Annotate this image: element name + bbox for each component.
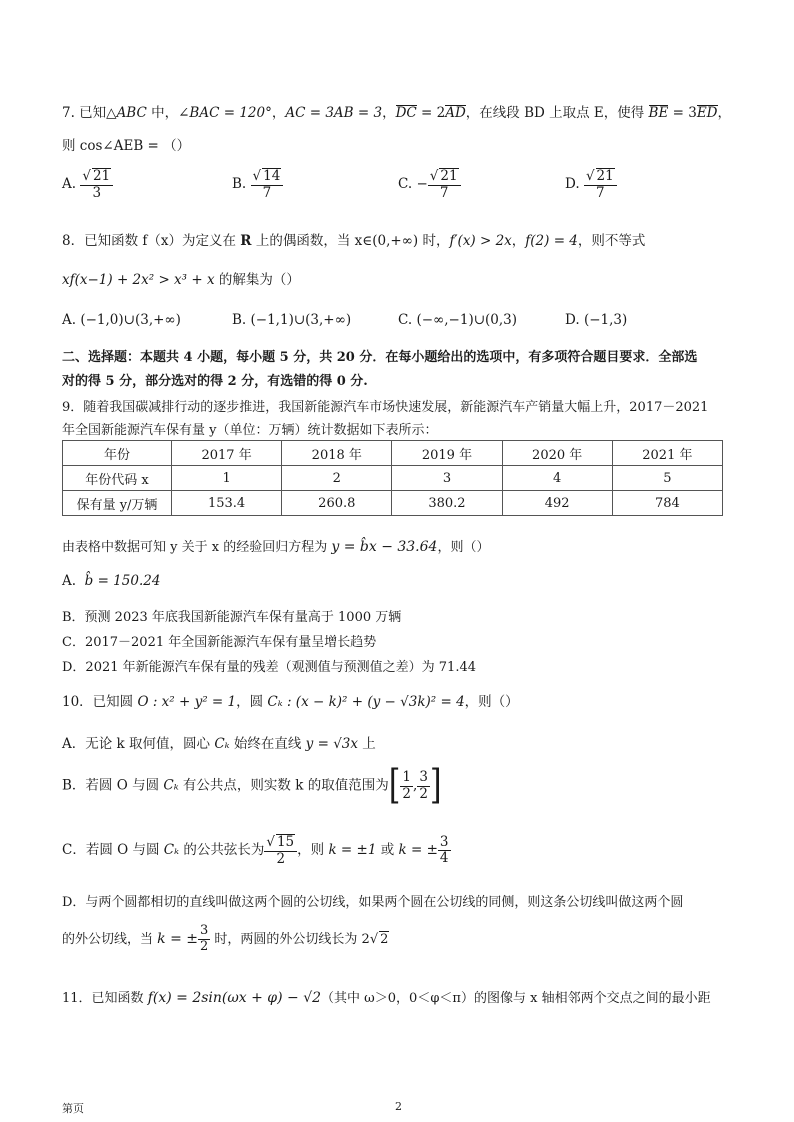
q10-option-d-line2: 的外公切线，当 k = ± $\frac{3}{2}$ 时，两圆的外公切线长为 2√ 2 bbox=[62, 923, 389, 954]
q9-option-a[interactable]: A. b̂ = 150.24 bbox=[62, 573, 161, 589]
q7-d-fraction: $\frac{√ 21}{7}$ bbox=[584, 168, 617, 201]
section2-header-line2: 对的得 5 分，部分选对的得 2 分，有选错的得 0 分. bbox=[62, 374, 368, 389]
q9-option-b[interactable]: B．预测 2023 年底我国新能源汽车保有量高于 1000 万辆 bbox=[62, 610, 402, 625]
q9-option-c[interactable]: C．2017－2021 年全国新能源汽车保有量呈增长趋势 bbox=[62, 635, 377, 650]
q8-line1: 8．已知函数 f（x）为定义在 R 上的偶函数，当 x∈(0,+∞) 时，f′(x) > 2x，f(2) = 4，则不等式 bbox=[62, 233, 646, 249]
q7-option-d[interactable]: D. $\frac{√ 21}{7}$ bbox=[565, 168, 617, 201]
q8-line2: xf(x−1) + 2x² > x³ + x 的解集为（） bbox=[62, 272, 300, 288]
table-row: 保有量 y/万辆 153.4 260.8 380.2 492 784 bbox=[63, 491, 723, 516]
q9-line1: 9．随着我国碳减排行动的逐步推进，我国新能源汽车市场快速发展，新能源汽车产销量大幅上升，2017－2021 bbox=[62, 400, 709, 415]
q7-line1: 7. 已知△ABC 中，∠BAC = 120°，AC = 3AB = 3，DC = 2AD，在线段 BD 上取点 E，使得 BE = 3ED， bbox=[62, 105, 731, 121]
page-number: 2 bbox=[395, 1100, 402, 1113]
q10-stem: 10．已知圆 O : x² + y² = 1，圆 Cₖ : (x − k)² + (y − √3k)² = 4，则（） bbox=[62, 694, 519, 710]
q8-option-a[interactable]: A. (−1,0)∪(3,+∞) bbox=[62, 312, 181, 328]
q11-line1: 11．已知函数 f(x) = 2sin(ωx + φ) − √2（其中 ω＞0，0＜φ＜π）的图像与 x 轴相邻两个交点之间的最小距 bbox=[62, 990, 711, 1006]
q7-b-fraction: $\frac{√ 14}{7}$ bbox=[251, 168, 284, 201]
q10-option-b[interactable]: B．若圆 O 与圆 Cₖ 有公共点，则实数 k 的取值范围为[ $\frac{1}{2}$ , $\frac{3}{2}$ ] bbox=[62, 761, 442, 809]
footer-label: 第页 bbox=[62, 1102, 84, 1115]
section2-header-line1: 二、选择题：本题共 4 小题，每小题 5 分，共 20 分．在每小题给出的选项中，有多项符合题目要求．全部选 bbox=[62, 350, 698, 365]
table-row: 年份代码 x 1 2 3 4 5 bbox=[63, 466, 723, 491]
q7-option-a[interactable]: A. $\frac{√ 21}{3}$ bbox=[62, 168, 113, 201]
q7-option-b[interactable]: B. $\frac{√ 14}{7}$ bbox=[232, 168, 283, 201]
q7-option-c[interactable]: C. − $\frac{√ 21}{7}$ bbox=[398, 168, 461, 201]
q9-option-d[interactable]: D．2021 年新能源汽车保有量的残差（观测值与预测值之差）为 71.44 bbox=[62, 660, 476, 675]
q7-line2: 则 cos∠AEB = （） bbox=[62, 138, 191, 154]
q10-option-a[interactable]: A．无论 k 取何值，圆心 Cₖ 始终在直线 y = √3x 上 bbox=[62, 736, 376, 752]
q9-regression-line: 由表格中数据可知 y 关于 x 的经验回归方程为 y = b̂x − 33.64，则（） bbox=[62, 539, 490, 555]
q7-a-fraction: $\frac{√ 21}{3}$ bbox=[80, 168, 113, 201]
q9-line2: 年全国新能源汽车保有量 y（单位：万辆）统计数据如下表所示： bbox=[62, 423, 438, 438]
q8-option-c[interactable]: C. (−∞,−1)∪(0,3) bbox=[398, 312, 518, 328]
q8-option-b[interactable]: B. (−1,1)∪(3,+∞) bbox=[232, 312, 352, 328]
q7-c-fraction: $\frac{√ 21}{7}$ bbox=[428, 168, 461, 201]
q10-option-d-line1[interactable]: D．与两个圆都相切的直线叫做这两个圆的公切线，如果两个圆在公切线的同侧，则这条公切线叫做这两个圆 bbox=[62, 895, 684, 910]
q9-data-table bbox=[62, 440, 723, 516]
q8-option-d[interactable]: D. (−1,3) bbox=[565, 312, 628, 328]
table-row: 年份 2017 年 2018 年 2019 年 2020 年 2021 年 bbox=[63, 441, 723, 466]
q10-option-c[interactable]: C．若圆 O 与圆 Cₖ 的公共弦长为 $\frac{√ 15}{2}$ ，则 k = ±1 或 k = ± $\frac{3}{4}$ bbox=[62, 833, 449, 867]
